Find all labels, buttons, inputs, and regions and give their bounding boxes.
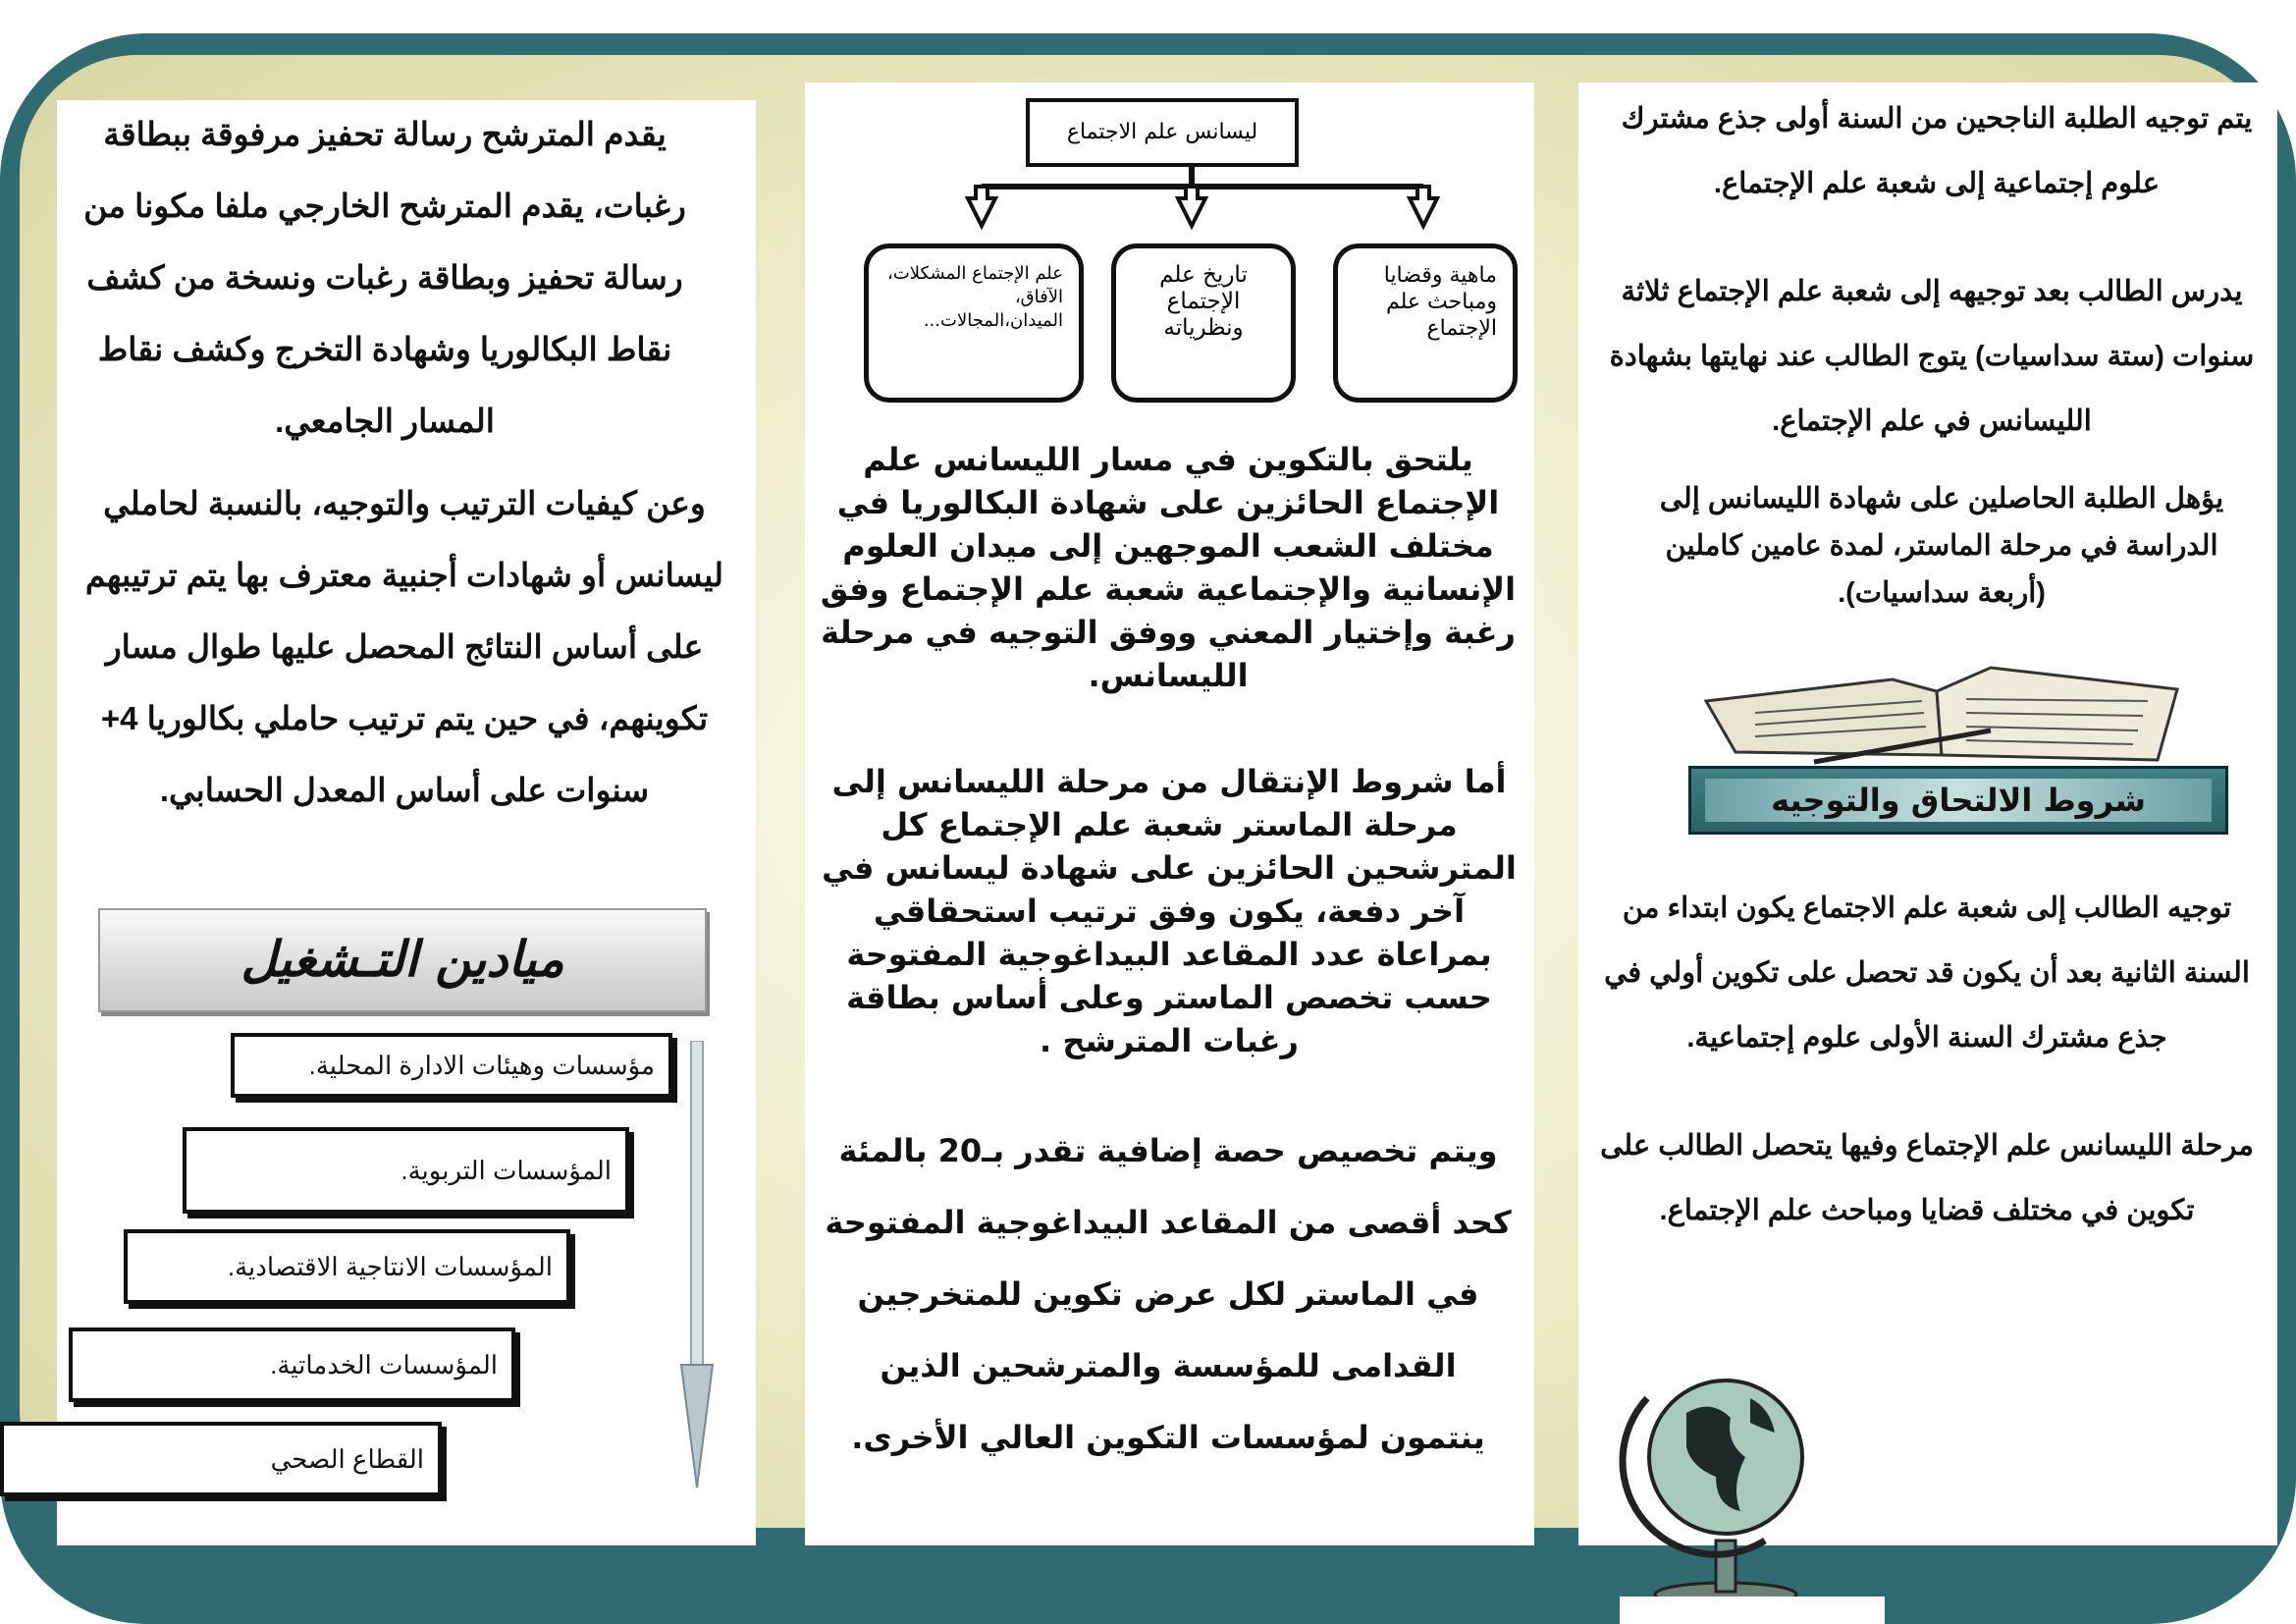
center-paragraph-3: ويتم تخصيص حصة إضافية تقدر بـ20 بالمئة كحد أقصى من المقاعد البيداغوجية المفتوحة في الماستر لكل عرض تكوين للمتخرجين القدامى للمؤسسة والمترشحين الذين ينتمون لمؤسسات التكوين العالي الأخرى. (825, 1132, 1512, 1456)
globe-icon (1618, 1359, 1834, 1609)
down-arrow (677, 1041, 717, 1492)
employment-item-health: القطاع الصحي (0, 1422, 442, 1496)
org-chart-title: ليسانس علم الاجتماع (1026, 98, 1299, 167)
bottom-tab (1620, 1597, 1885, 1624)
open-book-icon (1696, 662, 2187, 770)
center-paragraph-2: أما شروط الإنتقال من مرحلة الليسانس إلى مرحلة الماستر شعبة علم الإجتماع كل المترشحين الحائزين على شهادة ليسانس في آخر دفعة، يكون وفق ترتيب استحقاقي بمراعاة عدد المقاعد البيداغوجية المفتوحة حسب تخصص الماستر وعلى أساس بطاقة رغبات المترشح . (822, 763, 1517, 1059)
admission-heading-text: شروط الالتحاق والتوجيه (1705, 779, 2212, 822)
left-paragraph-1: يقدم المترشح رسالة تحفيز مرفوقة ببطاقة رغبات، يقدم المترشح الخارجي ملفا مكونا من رسالة تحفيز وبطاقة رغبات ونسخة من كشف نقاط البكالوريا وشهادة التخرج وكشف نقاط المسار الجامعي. (83, 116, 686, 439)
org-chart-connectors (942, 165, 1453, 247)
right-paragraph-2: يدرس الطالب بعد توجيهه إلى شعبة علم الإجتماع ثلاثة سنوات (ستة سداسيات) يتوج الطالب عند نهايتها بشهادة الليسانس في علم الإجتماع. (1609, 276, 2255, 437)
org-box-problems: علم الإجتماع المشكلات، الآفاق، الميدان،المجالات... (864, 244, 1084, 403)
right-paragraph-4: توجيه الطالب إلى شعبة علم الاجتماع يكون ابتداء من السنة الثانية بعد أن يكون قد تحصل على تكوين أولي في جذع مشترك السنة الأولى علوم إجتماعية. (1604, 893, 2250, 1054)
admission-heading (1688, 766, 2228, 835)
employment-item-services: المؤسسات الخدماتية. (69, 1327, 515, 1402)
right-paragraph-5: مرحلة الليسانس علم الإجتماع وفيها يتحصل الطالب على تكوين في مختلف قضايا ومباحث علم الإجتماع. (1600, 1130, 2254, 1226)
employment-item-education: المؤسسات التربوية. (183, 1127, 629, 1214)
left-paragraph-2: وعن كيفيات الترتيب والتوجيه، بالنسبة لحاملي ليسانس أو شهادات أجنبية معترف بها يتم ترتيبهم على أساس النتائج المحصل عليها طوال مسار تكوينهم، في حين يتم ترتيب حاملي بكالوريا 4+ سنوات على أساس المعدل الحسابي. (84, 485, 724, 808)
org-box-topics: ماهية وقضايا ومباحث علم الإجتماع (1333, 244, 1518, 403)
center-paragraph-1: يلتحق بالتكوين في مسار الليسانس علم الإجتماع الحائزين على شهادة البكالوريا في مختلف الشعب الموجهين إلى ميدان العلوم الإنسانية والإجتماعية شعبة علم الإجتماع وفق رغبة وإختيار المعني ووفق التوجيه في مرحلة الليسانس. (820, 441, 1517, 694)
org-box-history: تاريخ علم الإجتماع ونظرياته (1111, 244, 1296, 403)
employment-item-local-administration: مؤسسات وهيئات الادارة المحلية. (231, 1033, 672, 1098)
employment-item-economic: المؤسسات الانتاجية الاقتصادية. (124, 1229, 570, 1304)
right-paragraph-1: يتم توجيه الطلبة الناجحين من السنة أولى جذع مشترك علوم إجتماعية إلى شعبة علم الإجتماع. (1621, 103, 2253, 199)
right-panel (1578, 82, 2277, 1545)
employment-banner: ميادين التـشغيل (98, 908, 707, 1012)
right-paragraph-3: يؤهل الطلبة الحاصلين على شهادة الليسانس إلى الدراسة في مرحلة الماستر، لمدة عامين كاملين (أربعة سداسيات). (1659, 483, 2224, 609)
